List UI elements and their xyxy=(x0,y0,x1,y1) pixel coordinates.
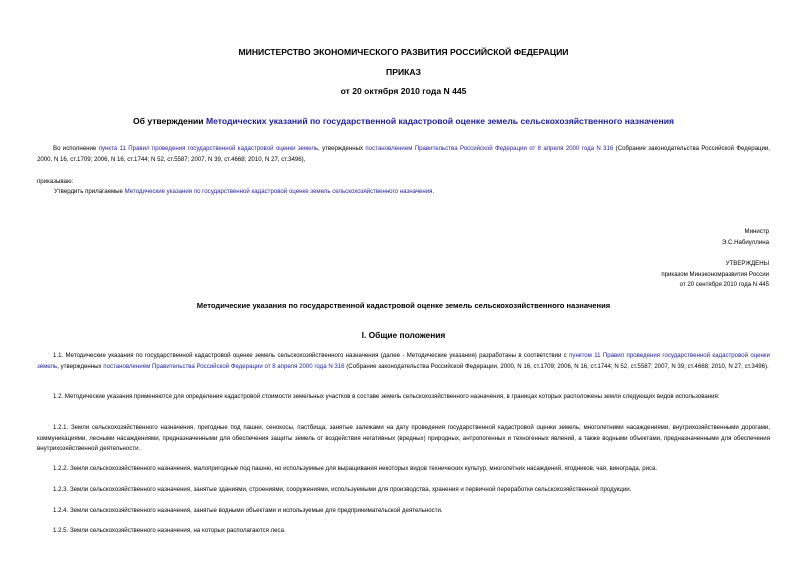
methodology-link[interactable]: Методические указания по государственной кадастровой оценке земель сельскохозяйственного назначения xyxy=(124,188,433,195)
paragraph-1-2-4: 1.2.4. Земли сельскохозяйственного назначения, занятые водными объектами и используемые для предпринимательской деятельности. xyxy=(53,507,443,514)
signature-position: Министр xyxy=(744,228,769,235)
approve-end: . xyxy=(432,188,435,195)
government-resolution-link[interactable]: постановлением Правительства Российской Федерации от 8 апреля 2000 года N 316 xyxy=(365,145,614,152)
paragraph-1-2-2: 1.2.2. Земли сельскохозяйственного назначения, малопригодные под пашню, но используемые для выращивания некоторых видов технических культур, многолетних насаждений, ягодников, чая, винограда, риса. xyxy=(53,465,658,472)
preamble-text-2: , утвержденных xyxy=(318,145,366,152)
methodology-title: Методические указания по государственной кадастровой оценке земель сельскохозяйственного назначения xyxy=(196,301,611,310)
p11-resolution-link[interactable]: постановлением Правительства Российской Федерации от 8 апреля 2000 года N 316 xyxy=(103,362,345,370)
order-date-number: от 20 октября 2010 года N 445 xyxy=(340,86,467,96)
signature-name: Э.С.Набиуллина xyxy=(721,239,769,246)
p11-text-a: 1.1. Методические указания по государственной кадастровой оценке земель сельскохозяйственного назначения (далее - Методические указания) разработаны в соответствии с xyxy=(53,352,570,359)
approved-date: от 20 сентября 2010 года N 445 xyxy=(679,281,769,288)
order-title-link[interactable]: Методических указаний по государственной кадастровой оценке земель сельскохозяйственного назначения xyxy=(205,116,675,126)
doc-type-heading: ПРИКАЗ xyxy=(386,67,421,77)
ministry-heading: МИНИСТЕРСТВО ЭКОНОМИЧЕСКОГО РАЗВИТИЯ РОССИЙСКОЙ ФЕДЕРАЦИИ xyxy=(238,47,569,57)
paragraph-1-2-3: 1.2.3. Земли сельскохозяйственного назначения, занятые зданиями, строениями, сооружениями, используемыми для производства, хранения и первичной переработки сельскохозяйственной продукции. xyxy=(53,486,632,493)
rules-item11-link[interactable]: пункта 11 Правил проведения государственной кадастровой оценки земель xyxy=(98,145,319,152)
approved-by-order: приказом Минэкономразвития России xyxy=(661,271,769,278)
order-title-prefix: Об утверждении xyxy=(132,116,206,126)
p11-text-b: , утвержденных xyxy=(57,362,104,370)
preamble-paragraph xyxy=(37,144,770,165)
approve-text: Утвердить прилагаемые xyxy=(54,188,125,195)
paragraph-1-2-5: 1.2.5. Земли сельскохозяйственного назначения, на которых располагаются леса. xyxy=(53,527,286,534)
section-title: I. Общие положения xyxy=(361,330,446,340)
p11-text-c: (Собрание законодательства Российской Федерации, 2000, N 16, ст.1709; 2006, N 16, ст.1744; N 52, ст.5587; 2007, N 39, ст.4668; 2010, N 27, ст.3496). xyxy=(344,362,769,370)
preamble-text-1: Во исполнение xyxy=(53,145,99,152)
approved-label: УТВЕРЖДЕНЫ xyxy=(725,260,769,267)
order-title xyxy=(0,116,807,126)
p11-rules-link[interactable]: пунктом 11 Правил проведения государственной кадастровой оценки земель xyxy=(37,352,770,370)
approve-line xyxy=(54,186,434,197)
paragraph-1-2: 1.2. Методические указания применяются для определения кадастровой стоимости земельных участков в составе земель сельскохозяйственного назначения, в границах которых расположены земли следующих видов использования: xyxy=(53,393,720,400)
preamble-text-3: (Собрание законодательства Российской Федерации, 2000, N 16, ст.1709; 2006, N 16, ст.1744; N 52, ст.5587; 2007, N 39, ст.4668; 2010, N 27, ст.3496), xyxy=(37,145,771,163)
paragraph-1-1 xyxy=(37,351,770,372)
paragraph-1-2-1: 1.2.1. Земли сельскохозяйственного назначения, пригодные под пашни, сенокосы, пастбища, занятые залежами на дату проведения государственной кадастровой оценки земель, многолетними насаждениями, внутрихозяйственными дорогами, коммуникациями, лесными насаждениями, предназначенными для обеспечения защиты земель от воздействия негативных (вредных) природных, антропогенных и техногенных явлений, а также водными объектами, предназначенными для обеспечения внутрихозяйственной деятельности. xyxy=(37,424,770,453)
order-word: приказываю: xyxy=(37,178,74,185)
